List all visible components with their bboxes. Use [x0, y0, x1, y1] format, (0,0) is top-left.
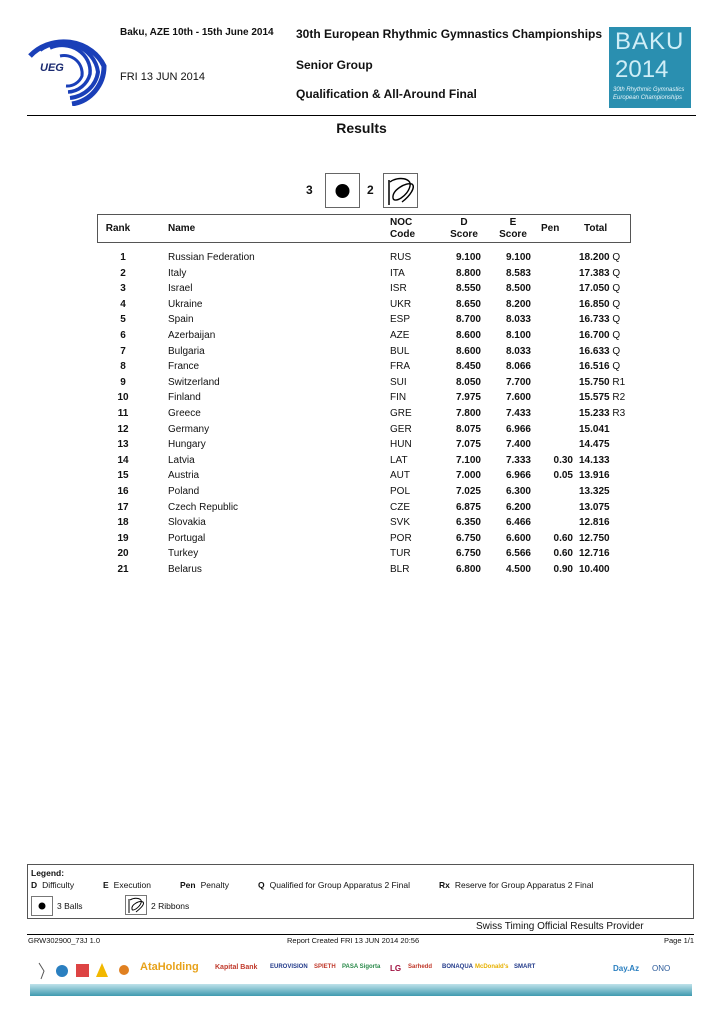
- qualification-mark: Q: [612, 314, 621, 326]
- total-value: 16.700: [579, 330, 610, 341]
- col-noc: [390, 217, 415, 241]
- noc-cell: TUR: [390, 548, 411, 560]
- report-created: Report Created FRI 13 JUN 2014 20:56: [287, 936, 420, 945]
- total-cell: [579, 250, 631, 265]
- total-value: 12.750: [579, 532, 610, 544]
- d-score-cell: 9.100: [455, 252, 481, 263]
- location-dates: Baku, AZE 10th - 15th June 2014: [120, 27, 274, 38]
- noc-cell: POR: [390, 532, 412, 544]
- table-row: [97, 390, 631, 405]
- total-cell: [579, 390, 631, 405]
- table-row: [97, 266, 631, 281]
- ueg-logo-text: UEG: [40, 62, 64, 74]
- name-cell: Italy: [168, 267, 187, 279]
- ueg-logo: [26, 26, 114, 106]
- sponsor-ataholding: AtaHolding: [140, 961, 199, 973]
- table-row: [97, 515, 631, 530]
- name-cell: Austria: [168, 470, 200, 482]
- total-cell: [579, 297, 631, 312]
- legend-item-d: [31, 880, 74, 890]
- table-row: [97, 422, 631, 437]
- doc-code: GRW302900_73J 1.0: [28, 936, 100, 945]
- rank-cell: 2: [120, 267, 126, 279]
- ball-apparatus-box: [325, 173, 360, 208]
- e-score-cell: 7.600: [505, 392, 531, 404]
- noc-cell: ITA: [390, 267, 405, 279]
- total-cell: [579, 437, 631, 452]
- baku-logo-line2: 2014: [615, 56, 669, 83]
- rank-cell: 4: [120, 298, 126, 310]
- legend-key: Q: [258, 880, 265, 890]
- table-row: [97, 250, 631, 265]
- legend-key: Rx: [439, 880, 450, 890]
- e-score-cell: 7.333: [505, 454, 531, 466]
- d-score-cell: 8.600: [455, 345, 481, 357]
- name-cell: Latvia: [168, 454, 195, 466]
- e-score-cell: 7.433: [505, 408, 531, 419]
- rank-cell: 19: [117, 532, 129, 544]
- table-row: [97, 531, 631, 546]
- noc-cell: CZE: [390, 501, 410, 513]
- rank-cell: 12: [117, 423, 129, 435]
- d-score-cell: 8.050: [455, 376, 481, 388]
- name-cell: Belarus: [168, 564, 202, 575]
- sponsor-mcdonalds: McDonald's: [475, 964, 509, 970]
- ribbon-icon: [126, 896, 146, 914]
- noc-cell: FRA: [390, 361, 410, 373]
- col-name: Name: [168, 223, 196, 234]
- sponsor-smart: SMART: [514, 964, 536, 970]
- name-cell: Switzerland: [168, 376, 220, 388]
- total-cell: [579, 515, 631, 530]
- total-value: 15.750: [579, 376, 610, 388]
- total-cell: [579, 344, 631, 359]
- table-row: [97, 500, 631, 515]
- legend-label: Penalty: [200, 880, 229, 890]
- col-rank: Rank: [105, 223, 131, 234]
- d-score-cell: 8.550: [455, 283, 481, 295]
- col-d-score: [446, 217, 482, 241]
- total-value: 13.325: [579, 486, 610, 497]
- baku-logo-line4: European Championships: [613, 95, 683, 101]
- table-row: [97, 437, 631, 452]
- d-score-cell: 6.875: [455, 501, 481, 513]
- total-value: 13.075: [579, 501, 610, 513]
- sponsor-eurovision: EUROVISION: [270, 964, 308, 970]
- legend-item-e: [103, 880, 151, 890]
- header-divider: [27, 115, 696, 116]
- total-value: 18.200: [579, 252, 610, 263]
- table-row: [97, 453, 631, 468]
- e-score-cell: 8.066: [505, 361, 531, 373]
- total-value: 15.233: [579, 408, 610, 419]
- e-score-cell: 8.033: [505, 345, 531, 357]
- total-cell: [579, 453, 631, 468]
- rank-cell: 10: [117, 392, 129, 404]
- pen-cell: 0.05: [553, 470, 573, 482]
- d-score-cell: 7.000: [455, 470, 481, 482]
- noc-cell: SUI: [390, 376, 407, 388]
- d-score-cell: 8.600: [455, 330, 481, 341]
- phase-title: Qualification & All-Around Final: [296, 87, 477, 101]
- table-row: [97, 328, 631, 343]
- total-cell: [579, 531, 631, 546]
- d-score-cell: 6.800: [455, 564, 481, 575]
- d-score-cell: 8.650: [455, 298, 481, 310]
- total-value: 10.400: [579, 564, 610, 575]
- noc-cell: ESP: [390, 314, 411, 326]
- e-score-cell: 4.500: [505, 564, 531, 575]
- legend-balls-label: 3 Balls: [57, 901, 83, 911]
- legend-ball-box: [31, 896, 53, 916]
- noc-cell: SVK: [390, 517, 411, 529]
- legend-ribbon-box: [125, 895, 147, 915]
- sponsor-dayaz: Day.Az: [613, 964, 640, 973]
- d-score-cell: 8.075: [455, 423, 481, 435]
- col-noc-line2: Code: [390, 229, 415, 240]
- sponsor-spieth: SPIETH: [314, 964, 336, 970]
- e-score-cell: 8.033: [505, 314, 531, 326]
- ball-icon: [32, 897, 52, 915]
- qualification-mark: Q: [612, 267, 621, 279]
- col-total: Total: [584, 223, 608, 234]
- col-pen: Pen: [541, 223, 560, 234]
- table-row: [97, 375, 631, 390]
- rank-cell: 9: [120, 376, 126, 388]
- results-provider: Swiss Timing Official Results Provider: [476, 921, 644, 932]
- legend-key: D: [31, 880, 38, 890]
- table-row: [97, 281, 631, 296]
- qualification-mark: Q: [612, 361, 621, 373]
- name-cell: Portugal: [168, 532, 206, 544]
- d-score-cell: 7.975: [455, 392, 481, 404]
- total-cell: [579, 406, 631, 421]
- federation-logos-icon: [36, 961, 136, 981]
- baku-logo-caption: [613, 86, 684, 102]
- total-value: 16.733: [579, 314, 610, 326]
- ball-icon: [326, 174, 359, 207]
- rank-cell: 1: [120, 252, 126, 263]
- e-score-cell: 6.966: [505, 470, 531, 482]
- total-cell: [579, 359, 631, 374]
- sponsor-bonaqua: BONAQUA: [442, 964, 473, 970]
- d-score-cell: 7.075: [455, 439, 481, 451]
- total-value: 14.475: [579, 439, 610, 451]
- e-score-cell: 8.583: [505, 267, 531, 279]
- e-score-cell: 7.400: [505, 439, 531, 451]
- total-value: 14.133: [579, 454, 610, 466]
- qualification-mark: Q: [612, 330, 621, 341]
- legend-ribbons-label: 2 Ribbons: [151, 901, 190, 911]
- noc-cell: FIN: [390, 392, 407, 404]
- rank-cell: 17: [117, 501, 129, 513]
- legend-item-pen: [180, 880, 229, 890]
- footer-divider: [27, 934, 694, 935]
- col-e-line2: Score: [499, 229, 527, 240]
- total-value: 13.916: [579, 470, 610, 482]
- total-cell: [579, 546, 631, 561]
- d-score-cell: 7.100: [455, 454, 481, 466]
- noc-cell: GRE: [390, 408, 412, 419]
- total-cell: [579, 281, 631, 296]
- name-cell: Israel: [168, 283, 193, 295]
- e-score-cell: 6.966: [505, 423, 531, 435]
- sponsor-bar: [30, 984, 692, 996]
- total-value: 15.575: [579, 392, 610, 404]
- name-cell: Bulgaria: [168, 345, 205, 357]
- table-row: [97, 484, 631, 499]
- total-cell: [579, 500, 631, 515]
- rank-cell: 6: [120, 330, 126, 341]
- e-score-cell: 9.100: [505, 252, 531, 263]
- noc-cell: RUS: [390, 252, 412, 263]
- qualification-mark: Q: [612, 298, 621, 310]
- noc-cell: BLR: [390, 564, 410, 575]
- noc-cell: UKR: [390, 298, 412, 310]
- table-row: [97, 297, 631, 312]
- e-score-cell: 6.300: [505, 486, 531, 497]
- apparatus-count-balls: 3: [306, 183, 313, 197]
- name-cell: Greece: [168, 408, 201, 419]
- page-title: Results: [336, 120, 387, 136]
- sponsor-kapitalbank: Kapital Bank: [215, 964, 258, 971]
- total-cell: [579, 328, 631, 343]
- pen-cell: 0.60: [553, 532, 573, 544]
- baku-logo-line3: 30th Rhythmic Gymnastics: [613, 87, 685, 93]
- total-value: 15.041: [579, 423, 610, 435]
- e-score-cell: 6.466: [505, 517, 531, 529]
- total-cell: [579, 422, 631, 437]
- qualification-mark: R1: [612, 376, 626, 388]
- baku-logo-line1: BAKU: [615, 28, 685, 55]
- noc-cell: BUL: [390, 345, 410, 357]
- legend-label: Execution: [113, 880, 152, 890]
- name-cell: Germany: [168, 423, 210, 435]
- legend-item-rx: [439, 880, 593, 890]
- name-cell: Azerbaijan: [168, 330, 216, 341]
- d-score-cell: 7.025: [455, 486, 481, 497]
- total-value: 16.516: [579, 361, 610, 373]
- legend-label: Qualified for Group Apparatus 2 Final: [269, 880, 410, 890]
- noc-cell: GER: [390, 423, 412, 435]
- rank-cell: 18: [117, 517, 129, 529]
- e-score-cell: 8.500: [505, 283, 531, 295]
- sponsor-strip: [30, 958, 692, 984]
- total-value: 12.716: [579, 548, 610, 560]
- total-cell: [579, 312, 631, 327]
- rank-cell: 8: [120, 361, 126, 373]
- e-score-cell: 6.600: [505, 532, 531, 544]
- d-score-cell: 8.800: [455, 267, 481, 279]
- name-cell: France: [168, 361, 200, 373]
- col-e-score: [495, 217, 531, 241]
- sponsor-lg: LG: [390, 964, 402, 973]
- e-score-cell: 8.200: [505, 298, 531, 310]
- pen-cell: 0.60: [553, 548, 573, 560]
- legend-key: Pen: [180, 880, 196, 890]
- name-cell: Spain: [168, 314, 194, 326]
- noc-cell: POL: [390, 486, 411, 497]
- sponsor-ono: ONO: [652, 964, 671, 973]
- legend-box: [27, 864, 694, 919]
- legend-label: Difficulty: [42, 880, 75, 890]
- qualification-mark: Q: [612, 283, 621, 295]
- rank-cell: 20: [117, 548, 129, 560]
- total-value: 12.816: [579, 517, 610, 529]
- total-cell: [579, 266, 631, 281]
- total-cell: [579, 562, 631, 577]
- rank-cell: 15: [117, 470, 129, 482]
- name-cell: Turkey: [168, 548, 199, 560]
- page-number: Page 1/1: [664, 936, 695, 945]
- name-cell: Russian Federation: [168, 252, 255, 263]
- d-score-cell: 6.750: [455, 548, 481, 560]
- total-value: 17.050: [579, 283, 610, 295]
- pen-cell: 0.30: [553, 454, 573, 466]
- total-cell: [579, 468, 631, 483]
- rank-cell: 7: [120, 345, 126, 357]
- rank-cell: 11: [117, 408, 129, 419]
- noc-cell: AZE: [390, 330, 410, 341]
- name-cell: Finland: [168, 392, 201, 404]
- col-d-line1: D: [460, 217, 468, 228]
- rank-cell: 13: [117, 439, 129, 451]
- table-row: [97, 562, 631, 577]
- noc-cell: LAT: [390, 454, 408, 466]
- sponsor-pasa: PASA Sigorta: [342, 964, 381, 970]
- name-cell: Poland: [168, 486, 200, 497]
- total-value: 17.383: [579, 267, 610, 279]
- sponsor-sarhedd: Sarhedd: [408, 964, 433, 970]
- d-score-cell: 8.450: [455, 361, 481, 373]
- legend-item-q: [258, 880, 410, 890]
- report-date: FRI 13 JUN 2014: [120, 71, 205, 83]
- apparatus-count-ribbons: 2: [367, 183, 374, 197]
- table-row: [97, 344, 631, 359]
- rank-cell: 16: [117, 486, 129, 497]
- d-score-cell: 6.350: [455, 517, 481, 529]
- rank-cell: 21: [117, 564, 129, 575]
- results-table-header: [97, 214, 631, 243]
- col-d-line2: Score: [450, 229, 478, 240]
- e-score-cell: 6.200: [505, 501, 531, 513]
- e-score-cell: 8.100: [505, 330, 531, 341]
- pen-cell: 0.90: [553, 564, 573, 575]
- event-title: 30th European Rhythmic Gymnastics Championships: [296, 27, 603, 41]
- baku-2014-logo: [609, 27, 691, 108]
- ribbon-apparatus-box: [383, 173, 418, 208]
- noc-cell: ISR: [390, 283, 407, 295]
- category-title: Senior Group: [296, 58, 373, 72]
- legend-title: Legend:: [31, 868, 65, 878]
- qualification-mark: R2: [612, 392, 626, 404]
- qualification-mark: Q: [612, 252, 621, 263]
- rank-cell: 3: [120, 283, 126, 295]
- d-score-cell: 6.750: [455, 532, 481, 544]
- legend-label: Reserve for Group Apparatus 2 Final: [454, 880, 594, 890]
- col-e-line1: E: [509, 217, 517, 228]
- total-value: 16.850: [579, 298, 610, 310]
- qualification-mark: R3: [612, 408, 626, 419]
- name-cell: Ukraine: [168, 298, 203, 310]
- table-row: [97, 468, 631, 483]
- total-cell: [579, 375, 631, 390]
- ribbon-icon: [384, 174, 417, 207]
- name-cell: Hungary: [168, 439, 206, 451]
- total-value: 16.633: [579, 345, 610, 357]
- d-score-cell: 8.700: [455, 314, 481, 326]
- d-score-cell: 7.800: [455, 408, 481, 419]
- col-noc-line1: NOC: [390, 217, 413, 228]
- table-row: [97, 546, 631, 561]
- rank-cell: 5: [120, 314, 126, 326]
- table-row: [97, 406, 631, 421]
- legend-key: E: [103, 880, 109, 890]
- qualification-mark: Q: [612, 345, 621, 357]
- total-cell: [579, 484, 631, 499]
- noc-cell: HUN: [390, 439, 412, 451]
- name-cell: Czech Republic: [168, 501, 239, 513]
- table-row: [97, 359, 631, 374]
- table-row: [97, 312, 631, 327]
- e-score-cell: 6.566: [505, 548, 531, 560]
- rank-cell: 14: [117, 454, 129, 466]
- e-score-cell: 7.700: [505, 376, 531, 388]
- name-cell: Slovakia: [168, 517, 206, 529]
- noc-cell: AUT: [390, 470, 410, 482]
